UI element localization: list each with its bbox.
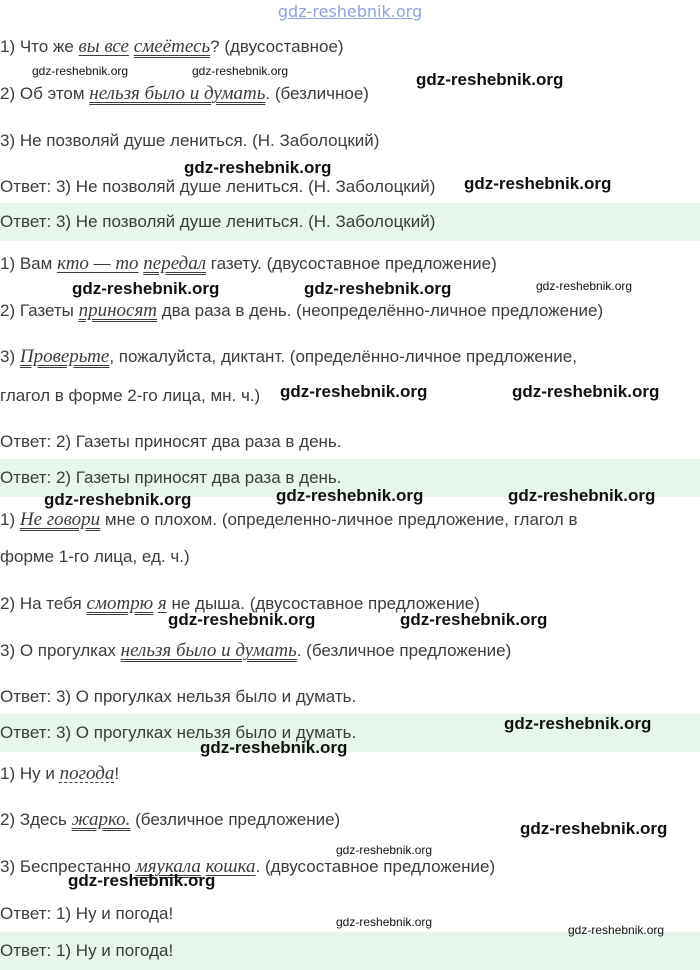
predicate: Не говори xyxy=(19,509,101,530)
sentence-text: О прогулках xyxy=(15,641,121,660)
watermark: gdz-reshebnik.org xyxy=(568,923,665,937)
watermark: gdz-reshebnik.org xyxy=(72,279,220,298)
watermark: gdz-reshebnik.org xyxy=(508,486,656,505)
sentence-1-3: 3) Не позволяй душе лениться. (Н. Заболоцкий) xyxy=(0,131,380,150)
predicate: мяукала xyxy=(135,856,201,877)
sentence-text: Что же xyxy=(15,37,79,56)
answer-1: Ответ: 3) Не позволяй душе лениться. (Н. Заболоцкий) xyxy=(0,177,436,196)
answer-4: Ответ: 1) Ну и погода! xyxy=(0,904,174,923)
answer-band-4 xyxy=(0,932,700,970)
sentence-1-1 xyxy=(0,36,344,58)
watermark: gdz-reshebnik.org xyxy=(280,382,428,401)
watermark-top[interactable]: gdz-reshebnik.org xyxy=(277,2,423,21)
watermark: gdz-reshebnik.org xyxy=(32,64,129,78)
sentence-text: Газеты xyxy=(15,301,79,320)
answer-highlight-3: Ответ: 3) О прогулках нельзя было и думать. xyxy=(0,723,357,742)
watermark: gdz-reshebnik.org xyxy=(520,819,668,838)
sentence-number: 3) xyxy=(0,347,16,366)
predicate: смеётесь xyxy=(133,36,211,57)
sentence-number: 1) xyxy=(0,37,16,56)
watermark: gdz-reshebnik.org xyxy=(504,714,652,733)
main-member: погода xyxy=(59,763,115,784)
sentence-text: (безличное предложение) xyxy=(130,810,341,829)
answer-band-1 xyxy=(0,203,700,241)
answer-highlight-2: Ответ: 2) Газеты приносят два раза в день. xyxy=(0,468,342,487)
sentence-text: два раза в день. (неопределённо-личное предложение) xyxy=(157,301,604,320)
sentence-text: Ну и xyxy=(15,764,60,783)
sentence-number: 3) xyxy=(0,857,16,876)
sentence-2-1 xyxy=(0,253,497,275)
sentence-number: 1) xyxy=(0,510,16,529)
sentence-text: . (двусоставное предложение) xyxy=(255,857,496,876)
sentence-4-2 xyxy=(0,809,340,831)
sentence-text: , пожалуйста, диктант. (определённо-личное предложение, xyxy=(109,347,577,366)
watermark: gdz-reshebnik.org xyxy=(68,871,216,890)
sentence-number: 2) xyxy=(0,810,16,829)
watermark: gdz-reshebnik.org xyxy=(416,70,564,89)
subject: кошка xyxy=(205,856,256,877)
sentence-3-1-continued: форме 1-го лица, ед. ч.) xyxy=(0,547,190,566)
watermark: gdz-reshebnik.org xyxy=(512,382,660,401)
answer-2: Ответ: 2) Газеты приносят два раза в день. xyxy=(0,432,342,451)
sentence-text: ! xyxy=(114,764,120,783)
sentence-number: 2) xyxy=(0,301,16,320)
sentence-text: мне о плохом. (определенно-личное предложение, глагол в xyxy=(100,510,578,529)
sentence-number: 2) xyxy=(0,84,16,103)
sentence-text: ? (двусоставное) xyxy=(210,37,344,56)
sentence-2-3-continued: глагол в форме 2-го лица, мн. ч.) xyxy=(0,386,261,405)
sentence-text: Об этом xyxy=(15,84,90,103)
sentence-text: На тебя xyxy=(15,594,87,613)
watermark: gdz-reshebnik.org xyxy=(464,174,612,193)
sentence-text: Вам xyxy=(15,254,58,273)
watermark: gdz-reshebnik.org xyxy=(276,486,424,505)
predicate: передал xyxy=(143,253,207,274)
watermark: gdz-reshebnik.org xyxy=(200,738,348,757)
predicate: нельзя было и думать xyxy=(89,83,266,104)
sentence-text: . (безличное предложение) xyxy=(296,641,512,660)
watermark: gdz-reshebnik.org xyxy=(400,610,548,629)
sentence-4-1 xyxy=(0,763,119,785)
sentence-number: 1) xyxy=(0,764,16,783)
subject: вы все xyxy=(78,36,129,57)
watermark: gdz-reshebnik.org xyxy=(536,279,633,293)
predicate: нельзя было и думать xyxy=(120,640,297,661)
sentence-2-2 xyxy=(0,300,603,322)
watermark: gdz-reshebnik.org xyxy=(184,158,332,177)
predicate: приносят xyxy=(78,300,158,321)
answer-highlight-4: Ответ: 1) Ну и погода! xyxy=(0,941,174,960)
watermark: gdz-reshebnik.org xyxy=(304,279,452,298)
sentence-text: . (безличное) xyxy=(265,84,369,103)
watermark: gdz-reshebnik.org xyxy=(44,490,192,509)
sentence-2-3 xyxy=(0,346,577,368)
answer-3: Ответ: 3) О прогулках нельзя было и думать. xyxy=(0,687,357,706)
sentence-text: газету. (двусоставное предложение) xyxy=(206,254,497,273)
sentence-text: Беспрестанно xyxy=(15,857,136,876)
subject: я xyxy=(157,593,167,614)
watermark: gdz-reshebnik.org xyxy=(336,915,433,929)
sentence-3-3 xyxy=(0,640,511,662)
watermark: gdz-reshebnik.org xyxy=(168,610,316,629)
sentence-text: Здесь xyxy=(15,810,72,829)
subject: кто — то xyxy=(57,253,139,274)
answer-highlight-1: Ответ: 3) Не позволяй душе лениться. (Н. Заболоцкий) xyxy=(0,212,436,231)
sentence-number: 1) xyxy=(0,254,16,273)
sentence-number: 2) xyxy=(0,594,16,613)
predicate: Проверьте xyxy=(19,346,110,367)
watermark: gdz-reshebnik.org xyxy=(192,64,289,78)
sentence-number: 3) xyxy=(0,641,16,660)
watermark: gdz-reshebnik.org xyxy=(336,843,433,857)
predicate: смотрю xyxy=(86,593,154,614)
sentence-1-2 xyxy=(0,83,369,105)
sentence-text: не дыша. (двусоставное предложение) xyxy=(166,594,480,613)
sentence-3-1 xyxy=(0,509,577,531)
predicate: жарко. xyxy=(71,809,131,830)
